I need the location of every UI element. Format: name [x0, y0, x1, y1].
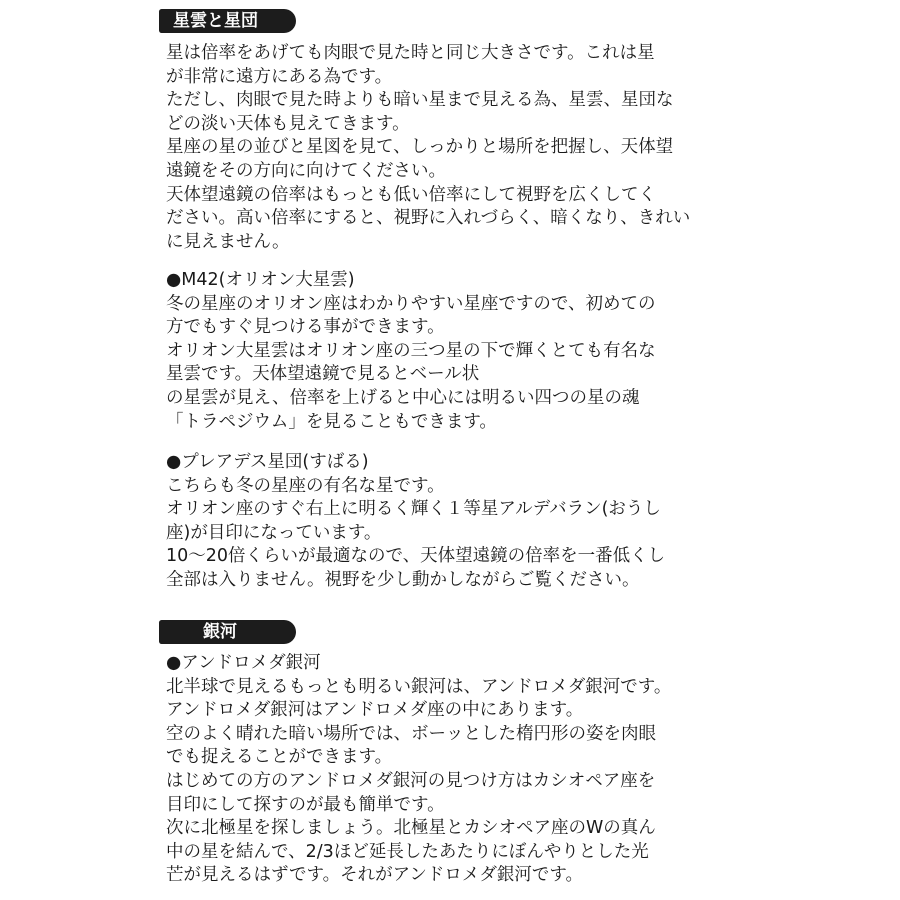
- text-line: 星座の星の並びと星図を見て、しっかりと場所を把握し、天体望: [166, 137, 674, 158]
- text-line: 方でもすぐ見つける事ができます。: [166, 317, 445, 338]
- text-line: 遠鏡をその方向に向けてください。: [166, 160, 446, 181]
- text-line: ださい。高い倍率にすると、視野に入れづらく、暗くなり、きれい: [166, 208, 691, 229]
- pleiades-heading: ●プレアデス星団(すばる): [166, 452, 369, 472]
- andromeda-paragraph: [166, 652, 766, 888]
- text-line: こちらも冬の星座の有名な星です。: [166, 475, 445, 496]
- text-line: 冬の星座のオリオン座はわかりやすい星座ですので、初めての: [166, 293, 656, 314]
- text-line: 中の星を結んで、2/3ほど延長したあたりにぼんやりとした光: [166, 841, 649, 862]
- andromeda-heading: ●アンドロメダ銀河: [166, 653, 321, 673]
- text-line: の星雲が見え、倍率を上げると中心には明るい四つの星の魂: [166, 387, 640, 408]
- m42-heading: ●M42(オリオン大星雲): [166, 270, 355, 290]
- section-header-nebulae-label: 星雲と星団: [173, 11, 258, 31]
- section-header-galaxies: [159, 620, 296, 644]
- text-line: 北半球で見えるもっとも明るい銀河は、アンドロメダ銀河です。: [166, 676, 672, 697]
- text-line: 全部は入りません。視野を少し動かしながらご覧ください。: [166, 569, 640, 590]
- text-line: 目印にして探すのが最も簡単です。: [166, 794, 445, 815]
- text-line: 芒が見えるはずです。それがアンドロメダ銀河です。: [166, 865, 584, 886]
- text-line: に見えません。: [166, 231, 290, 252]
- section-header-galaxies-label: 銀河: [203, 622, 237, 642]
- text-line: はじめての方のアンドロメダ銀河の見つけ方はカシオペア座を: [166, 770, 656, 791]
- text-line: 10～20倍くらいが最適なので、天体望遠鏡の倍率を一番低くし: [166, 546, 666, 567]
- text-line: どの淡い天体も見えてきます。: [166, 113, 410, 134]
- text-line: 天体望遠鏡の倍率はもっとも低い倍率にして視野を広くしてく: [166, 184, 656, 205]
- text-line: 空のよく晴れた暗い場所では、ボーッとした楕円形の姿を肉眼: [166, 723, 656, 744]
- text-line: でも捉えることができます。: [166, 747, 393, 768]
- text-line: オリオン座のすぐ右上に明るく輝く１等星アルデバラン(おうし: [166, 499, 661, 520]
- text-line: 次に北極星を探しましょう。北極星とカシオペア座のWの真ん: [166, 818, 656, 839]
- section-header-nebulae: [159, 9, 296, 33]
- text-line: アンドロメダ銀河はアンドロメダ座の中にあります。: [166, 700, 584, 721]
- text-line: オリオン大星雲はオリオン座の三つ星の下で輝くとても有名な: [166, 340, 656, 361]
- m42-paragraph: [166, 269, 766, 434]
- text-line: ただし、肉眼で見た時よりも暗い星まで見える為、星雲、星団な: [166, 90, 674, 111]
- pleiades-paragraph: [166, 451, 766, 593]
- intro-paragraph: [166, 42, 766, 254]
- text-line: 「トラペジウム」を見ることもできます。: [166, 411, 497, 432]
- text-line: 星雲です。天体望遠鏡で見るとベール状: [166, 364, 480, 385]
- text-line: 星は倍率をあげても肉眼で見た時と同じ大きさです。これは星: [166, 43, 655, 63]
- text-line: 座)が目印になっています。: [166, 522, 382, 543]
- text-line: が非常に遠方にある為です。: [166, 66, 393, 87]
